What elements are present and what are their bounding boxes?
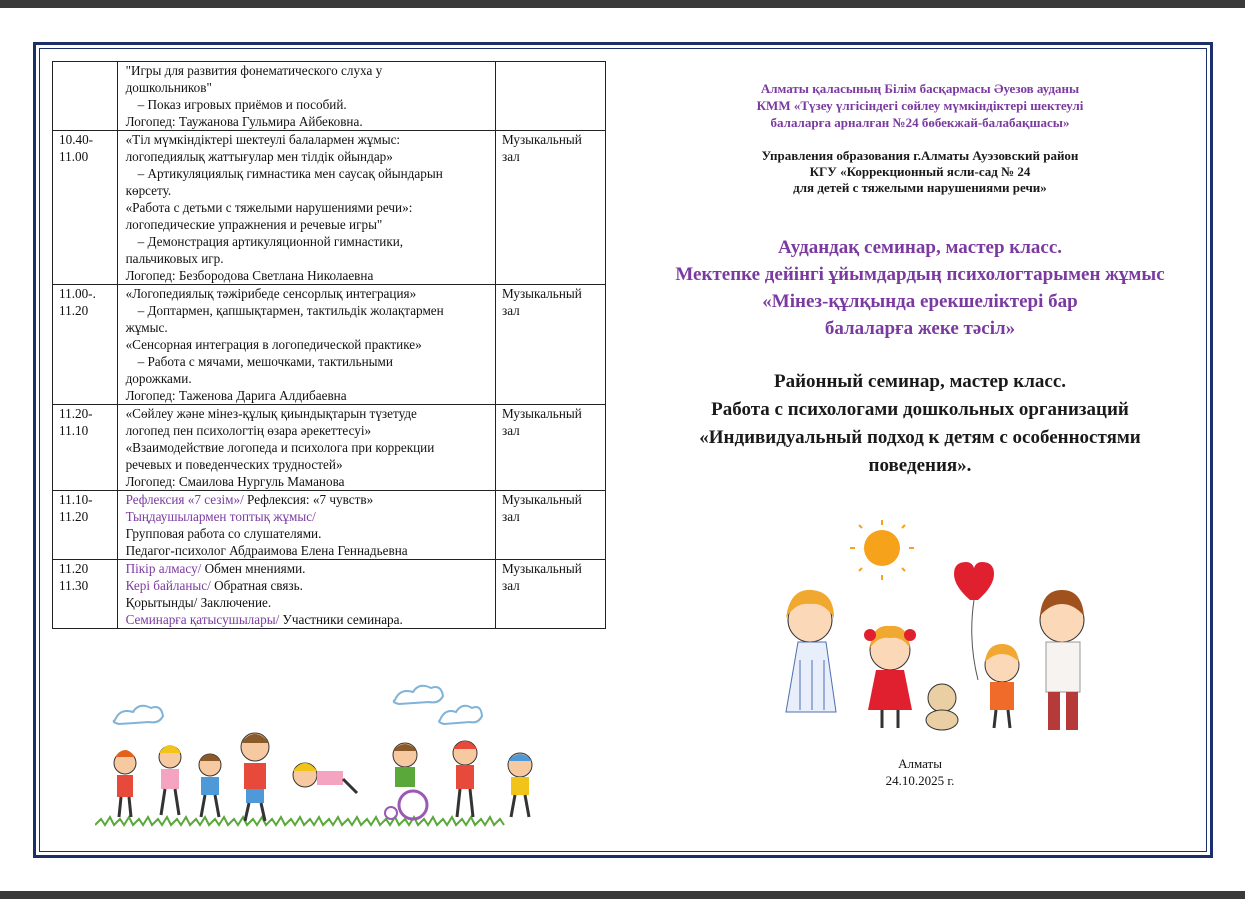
time-text: 11.00 (59, 149, 89, 164)
activity-line: Логопед: Таженова Дарига Алдибаевна (125, 388, 347, 403)
activity-line: көрсету. (125, 183, 172, 198)
russian-title-line: Районный семинар, мастер класс. (773, 371, 1067, 392)
heart-balloon-icon (954, 562, 994, 600)
schedule-place-cell (495, 405, 605, 491)
activity-text-part: Рефлексия: «7 чувств» (243, 492, 374, 507)
schedule-place-cell (495, 491, 605, 560)
place-text: зал (501, 303, 520, 318)
kazakh-title-line: балаларға жеке тәсіл» (824, 318, 1016, 339)
father-figure (1040, 590, 1084, 730)
schedule-place-cell (495, 560, 605, 629)
schedule-place-cell (495, 131, 605, 285)
activity-line: дошкольников" (125, 80, 212, 95)
activity-text-part: Семинарға қатысушылары/ (125, 612, 280, 627)
schedule-time-cell (53, 560, 118, 629)
activity-line: «Сенсорная интеграция в логопедической практике» (125, 337, 422, 352)
schedule-row (53, 405, 606, 491)
kazakh-title-line: Аудандақ семинар, мастер класс. (778, 237, 1062, 258)
schedule-place-cell (495, 62, 605, 131)
activity-line: Тыңдаушылармен топтық жұмыс/ (125, 509, 316, 524)
schedule-row (53, 491, 606, 560)
activity-line: – Артикуляциялық гимнастика мен саусақ ойындарын (137, 166, 443, 181)
schedule-activity-cell (117, 560, 495, 629)
kazakh-title-line: Мектепке дейінгі ұйымдардың психологтарымен жұмыс (675, 264, 1165, 285)
schedule-time-cell (53, 62, 118, 131)
activity-line (126, 560, 489, 577)
sun-icon (850, 520, 914, 580)
place-text: зал (501, 423, 520, 438)
dog-figure (926, 684, 958, 730)
place-text: зал (501, 578, 520, 593)
mother-figure (786, 590, 836, 712)
kazakh-seminar-title (640, 234, 1200, 342)
schedule-row (53, 131, 606, 285)
time-text: 11.20 (59, 303, 89, 318)
activity-text-part: Кері байланыс/ (125, 578, 211, 593)
activity-text-part: Обмен мнениями. (201, 561, 306, 576)
activity-line: пальчиковых игр. (125, 251, 224, 266)
girl-figure (864, 626, 916, 728)
schedule-row (53, 285, 606, 405)
russian-seminar-title (640, 368, 1200, 480)
children-playing-illustration (95, 675, 575, 845)
activity-line: жұмыс. (125, 320, 168, 335)
schedule-time-cell (53, 131, 118, 285)
activity-line: логопедиялық жаттығулар мен тілдік ойындар» (125, 149, 393, 164)
activity-line: Логопед: Смаилова Нургуль Маманова (125, 474, 345, 489)
kazakh-header (640, 80, 1200, 131)
russian-title-line: поведения». (868, 455, 972, 476)
activity-line: «Взаимодействие логопеда и психолога при коррекции (125, 440, 435, 455)
activity-text-part: Заключение. (197, 595, 272, 610)
activity-text-part: Қорытынды/ (125, 595, 198, 610)
russian-header (640, 148, 1200, 196)
russian-title-line: Работа с психологами дошкольных организаций (711, 399, 1129, 420)
activity-line: Групповая работа со слушателями. (125, 526, 322, 541)
russian-header-line: Управления образования г.Алматы Ауэзовский район (761, 148, 1079, 163)
activity-line: логопедические упражнения и речевые игры" (125, 217, 383, 232)
time-text: 11.20 (59, 509, 89, 524)
activity-line: «Логопедиялық тәжірибеде сенсорлық интеграция» (125, 286, 417, 301)
time-text: 11.10- (59, 492, 93, 507)
place-text: Музыкальный (501, 132, 582, 147)
kazakh-title-line: «Мінез-құлқында ерекшеліктері бар (762, 291, 1078, 312)
schedule-time-cell (53, 405, 118, 491)
activity-text-part: Участники семинара. (279, 612, 403, 627)
schedule-activity-cell (117, 491, 495, 560)
russian-title-line: «Индивидуальный подход к детям с особенностями (699, 427, 1141, 448)
russian-header-line: для детей с тяжелыми нарушениями речи» (793, 180, 1047, 195)
activity-line (126, 577, 489, 594)
place-text: зал (501, 509, 520, 524)
activity-line: Педагог-психолог Абдраимова Елена Геннадьевна (125, 543, 408, 558)
schedule-row (53, 560, 606, 629)
activity-line: Логопед: Безбородова Светлана Николаевна (125, 268, 374, 283)
time-text: 10.40- (59, 132, 94, 147)
top-border-bar (0, 0, 1245, 8)
activity-text-part: Пікір алмасу/ (125, 561, 202, 576)
date-text: 24.10.2025 г. (885, 773, 955, 788)
activity-line: «Сөйлеу және мінез-құлық қиындықтарын түзетуде (125, 406, 417, 421)
place-text: Музыкальный (501, 406, 582, 421)
schedule-place-cell (495, 285, 605, 405)
activity-text-part: Обратная связь. (210, 578, 303, 593)
schedule-time-cell (53, 285, 118, 405)
family-with-sun-balloon-illustration (770, 520, 1110, 740)
activity-line: речевых и поведенческих трудностей» (125, 457, 343, 472)
activity-line: логопед пен психологтің өзара әрекеттесуі» (125, 423, 372, 438)
boy-figure (985, 644, 1019, 728)
place-text: Музыкальный (501, 561, 582, 576)
schedule-table (52, 61, 606, 629)
activity-line (126, 611, 489, 628)
schedule-activity-cell (117, 405, 495, 491)
activity-line: – Работа с мячами, мешочками, тактильными (137, 354, 393, 369)
schedule-activity-cell (117, 285, 495, 405)
schedule-activity-cell (117, 62, 495, 131)
activity-text-part: Рефлексия «7 сезім»/ (125, 492, 244, 507)
activity-line: Логопед: Таужанова Гульмира Айбековна. (125, 114, 363, 129)
activity-line: – Показ игровых приёмов и пособий. (137, 97, 347, 112)
time-text: 11.20- (59, 406, 93, 421)
activity-line: «Тіл мүмкіндіктері шектеулі балалармен жұмыс: (125, 132, 401, 147)
kazakh-header-line: КММ «Түзеу үлгісіндегі сөйлеу мүмкіндіктері шектеулі (756, 98, 1084, 113)
activity-line: "Игры для развития фонематического слуха у (125, 63, 383, 78)
place-text: Музыкальный (501, 492, 582, 507)
schedule-time-cell (53, 491, 118, 560)
city-text: Алматы (898, 756, 942, 771)
activity-line: – Демонстрация артикуляционной гимнастики, (137, 234, 404, 249)
bottom-border-bar (0, 891, 1245, 899)
time-text: 11.20 (59, 561, 89, 576)
activity-line: «Работа с детьми с тяжелыми нарушениями речи»: (125, 200, 413, 215)
city-date-block (640, 755, 1200, 789)
time-text: 11.00-. (59, 286, 96, 301)
schedule-activity-cell (117, 131, 495, 285)
schedule-row (53, 62, 606, 131)
kazakh-header-line: Алматы қаласының Білім басқармасы Әуезов ауданы (760, 81, 1080, 96)
kazakh-header-line: балаларға арналған №24 бөбекжай-балабақшасы» (770, 115, 1070, 130)
activity-line: – Доптармен, қапшықтармен, тактильдік жолақтармен (137, 303, 444, 318)
russian-header-line: КГУ «Коррекционный ясли-сад № 24 (809, 164, 1031, 179)
activity-line (126, 491, 489, 508)
place-text: Музыкальный (501, 286, 582, 301)
place-text: зал (501, 149, 520, 164)
time-text: 11.30 (59, 578, 89, 593)
activity-line (126, 594, 489, 611)
activity-line: дорожками. (125, 371, 192, 386)
time-text: 11.10 (59, 423, 89, 438)
